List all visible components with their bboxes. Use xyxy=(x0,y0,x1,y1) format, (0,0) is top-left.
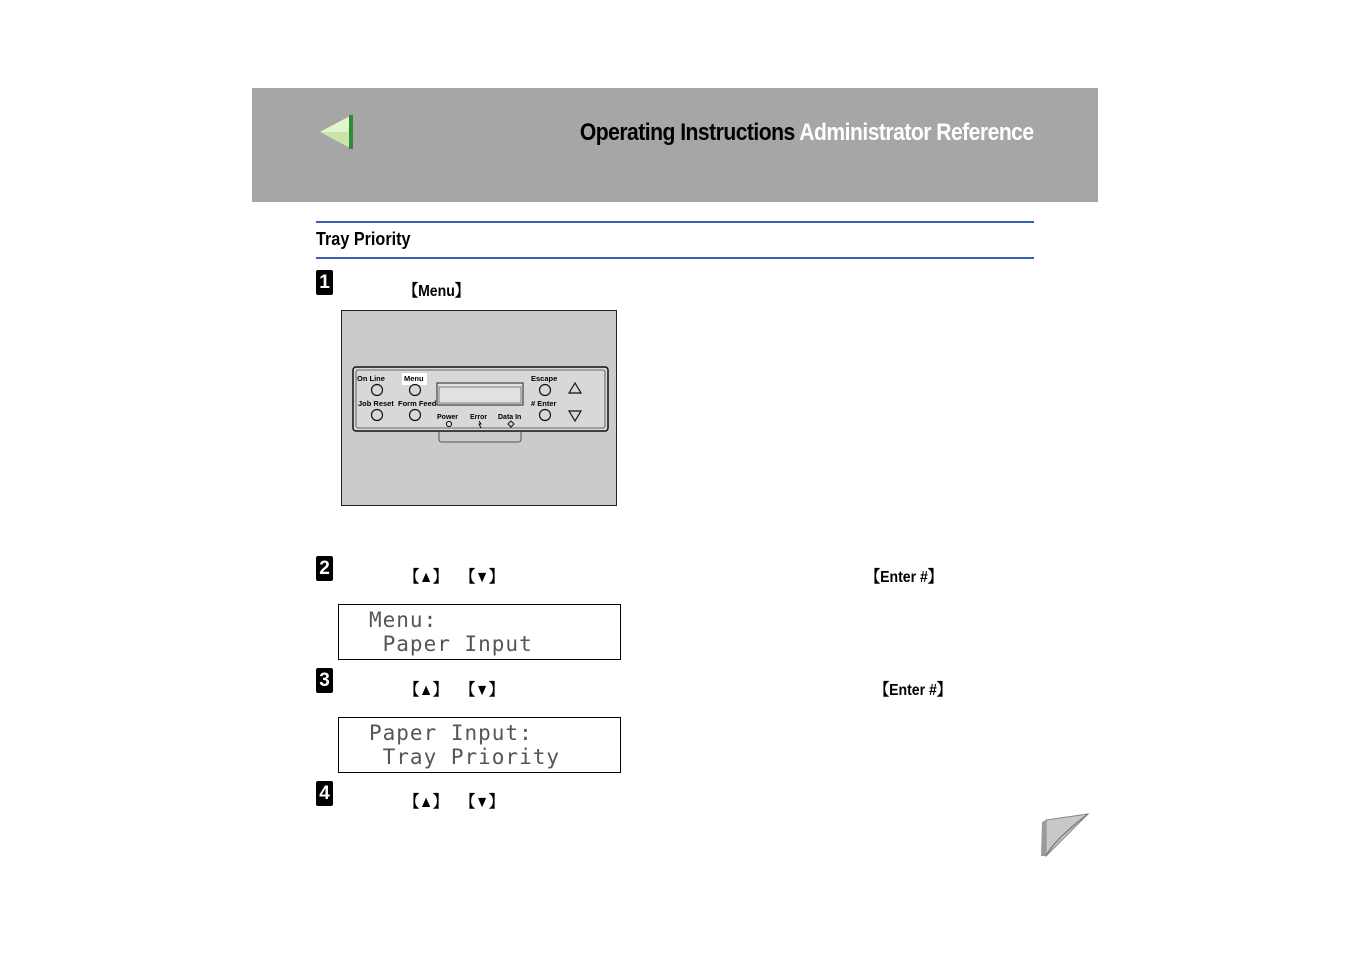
step-number-4: 4 xyxy=(316,781,333,806)
down-key: 【▼】 xyxy=(461,569,504,586)
job-reset-button xyxy=(372,410,383,421)
enter-button xyxy=(540,410,551,421)
online-button xyxy=(372,385,383,396)
lcd-line-2: Paper Input xyxy=(369,632,533,656)
form-feed-label: Form Feed xyxy=(398,399,437,408)
form-feed-button xyxy=(410,410,421,421)
lcd-display-menu xyxy=(338,604,621,660)
enter-key: 【Enter #】 xyxy=(875,682,951,699)
title-sub: Administrator Reference xyxy=(799,119,1034,146)
manual-title xyxy=(580,119,1034,147)
down-key: 【▼】 xyxy=(461,682,504,699)
lcd-line-1: Paper Input: xyxy=(369,721,533,745)
lcd-line-2: Tray Priority xyxy=(369,745,561,769)
job-reset-label: Job Reset xyxy=(358,399,394,408)
up-key: 【▲】 xyxy=(405,682,448,699)
lcd-line-1: Menu: xyxy=(369,608,438,632)
up-key: 【▲】 xyxy=(405,794,448,811)
header-banner xyxy=(252,88,1098,202)
down-key: 【▼】 xyxy=(461,794,504,811)
section-rule-bottom xyxy=(316,257,1034,259)
section-rule-top xyxy=(316,221,1034,223)
menu-button xyxy=(410,385,421,396)
section-title: Tray Priority xyxy=(316,229,411,249)
enter-key: 【Enter #】 xyxy=(866,569,942,586)
power-label: Power xyxy=(437,414,459,421)
title-main: Operating Instructions xyxy=(580,119,796,146)
lcd-display-paper-input xyxy=(338,717,621,773)
control-panel-drawing xyxy=(342,311,616,505)
up-key: 【▲】 xyxy=(405,569,448,586)
page-curl-icon[interactable] xyxy=(1040,812,1090,858)
control-panel-illustration xyxy=(341,310,617,506)
menu-key: 【Menu】 xyxy=(404,283,469,300)
enter-label: # Enter xyxy=(531,399,557,408)
data-in-label: Data In xyxy=(498,414,522,421)
online-label: On Line xyxy=(357,374,385,383)
escape-label: Escape xyxy=(531,374,558,383)
step-number-2: 2 xyxy=(316,556,333,581)
back-arrow-icon[interactable] xyxy=(320,114,354,150)
escape-button xyxy=(540,385,551,396)
menu-label: Menu xyxy=(404,374,424,383)
error-label: Error xyxy=(470,414,488,421)
step-number-1: 1 xyxy=(316,270,333,295)
step-number-3: 3 xyxy=(316,668,333,693)
